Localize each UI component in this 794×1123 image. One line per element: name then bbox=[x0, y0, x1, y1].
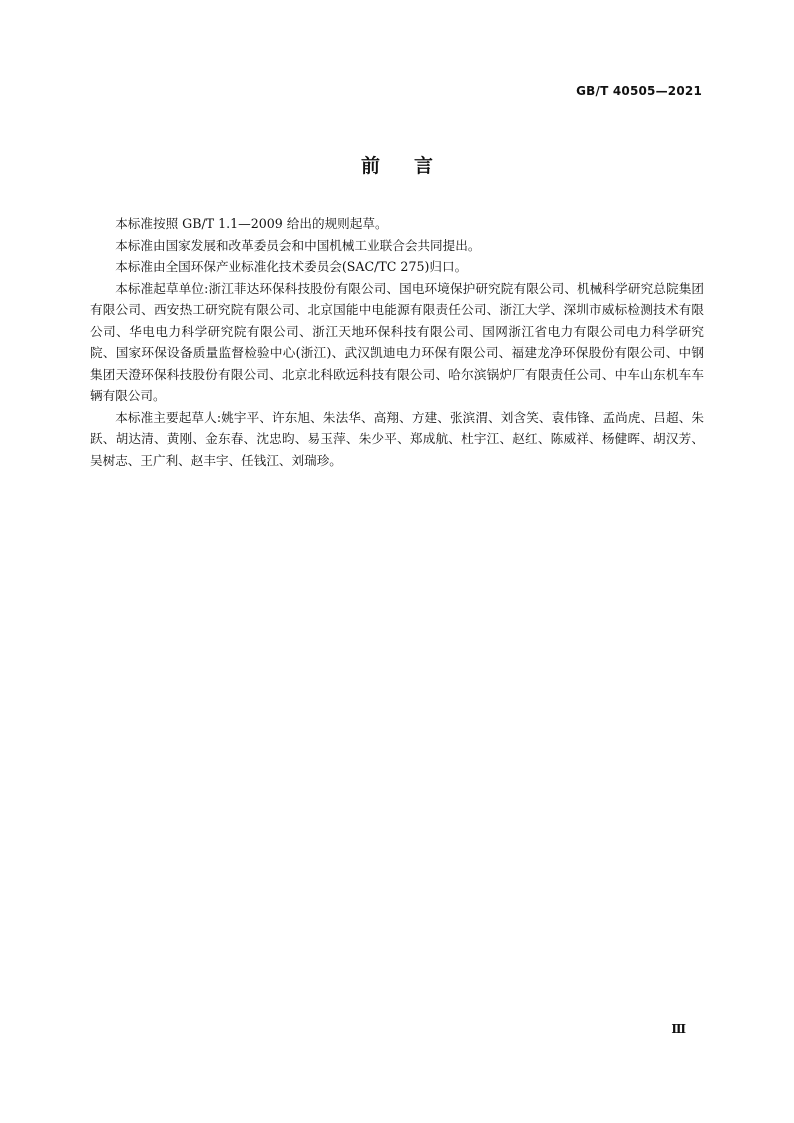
foreword-body bbox=[90, 213, 704, 471]
page-number: Ⅲ bbox=[671, 1022, 686, 1036]
paragraph-technical-committee: 本标准由全国环保产业标准化技术委员会(SAC/TC 275)归口。 bbox=[115, 259, 468, 274]
paragraph-proposers: 本标准由国家发展和改革委员会和中国机械工业联合会共同提出。 bbox=[115, 237, 481, 253]
standard-number: GB/T 40505—2021 bbox=[576, 84, 702, 98]
paragraph-drafting-organizations: 本标准起草单位:浙江菲达环保科技股份有限公司、国电环境保护研究院有限公司、机械科学研究总院集团有限公司、西安热工研究院有限公司、北京国能中电能源有限责任公司、浙江大学、深圳市威标检测技术有限公司、华电电力科学研究院有限公司、浙江天地环保科技有限公司、国网浙江省电力有限公司电力科学研究院、国家环保设备质量监督检验中心(浙江)、武汉凯迪电力环保有限公司、福建龙净环保股份有限公司、中钢集团天澄环保科技股份有限公司、北京北科欧远科技有限公司、哈尔滨锅炉厂有限责任公司、中车山东机车车辆有限公司。 bbox=[90, 280, 704, 403]
page-title: 前言 bbox=[360, 155, 467, 177]
paragraph-drafting-rules: 本标准按照 GB/T 1.1—2009 给出的规则起草。 bbox=[115, 216, 388, 231]
paragraph-main-drafters: 本标准主要起草人:姚宇平、许东旭、朱法华、高翔、方建、张滨渭、刘含笑、袁伟锋、孟尚虎、吕超、朱跃、胡达清、黄刚、金东春、沈忠昀、易玉萍、朱少平、郑成航、杜宇江、赵红、陈威祥、杨健晖、胡汉芳、吴树志、王广利、赵丰宇、任钱江、刘瑞珍。 bbox=[90, 409, 704, 468]
